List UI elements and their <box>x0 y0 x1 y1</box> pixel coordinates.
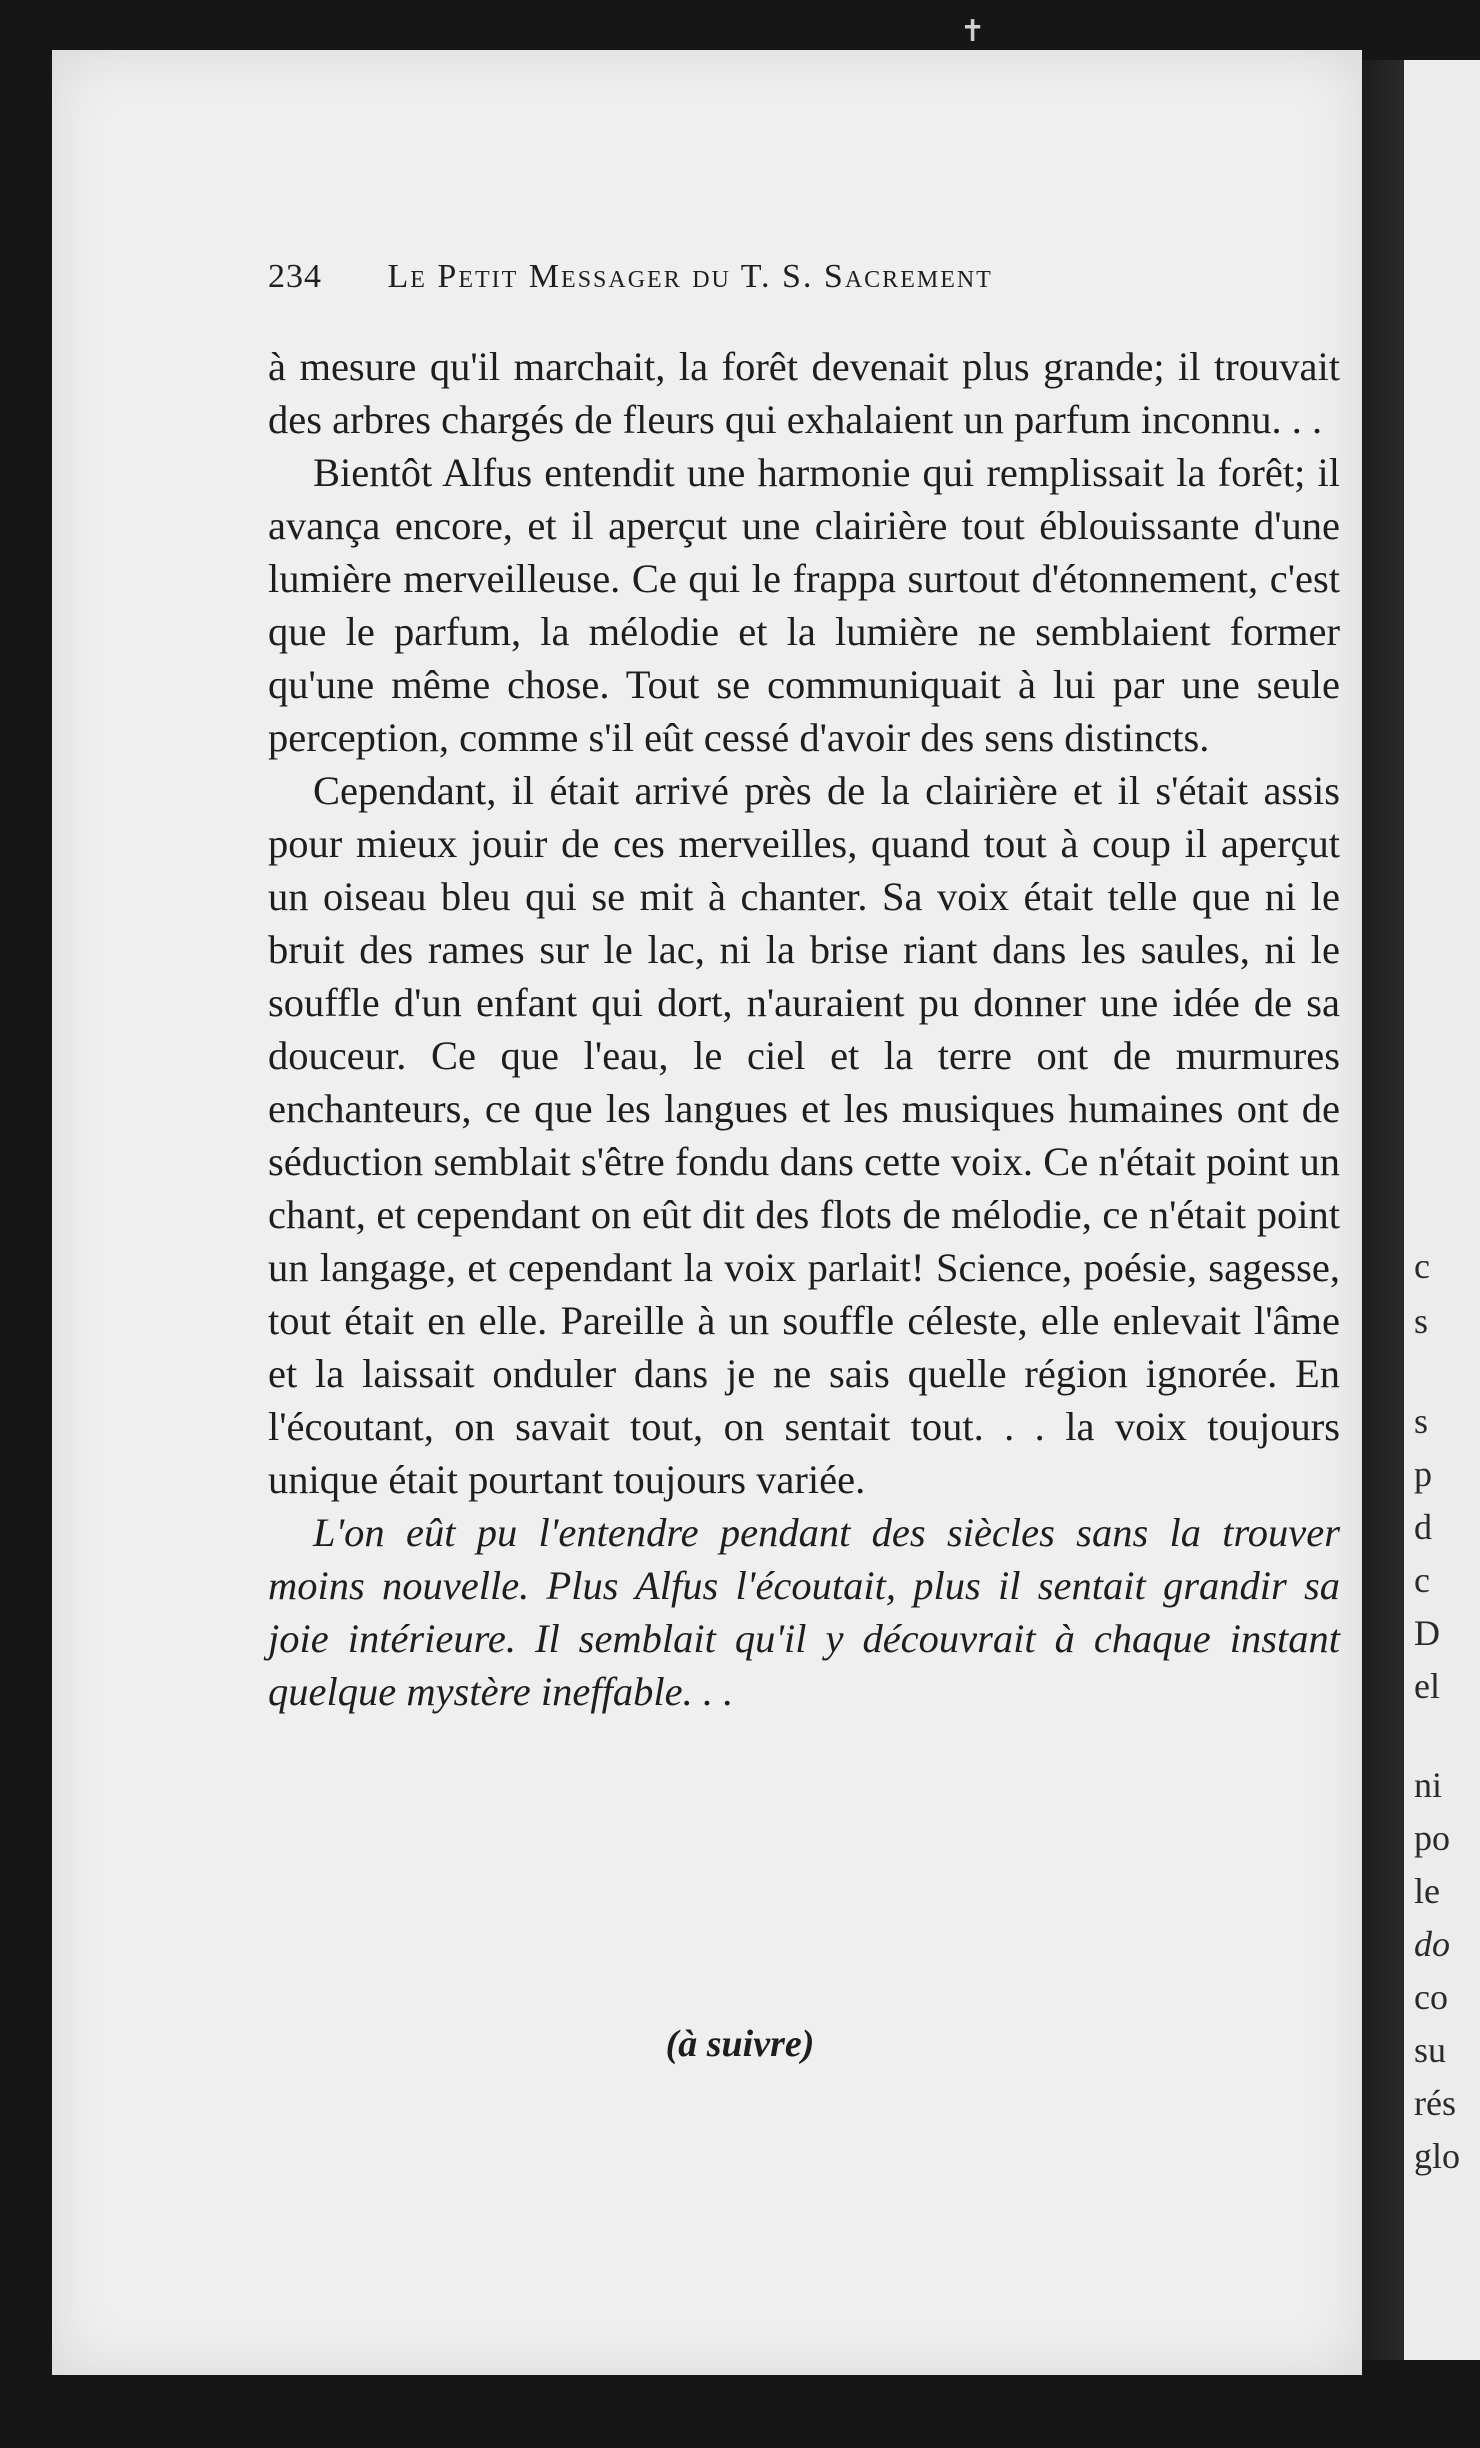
fragment-text: c <box>1414 1246 1430 1286</box>
fragment-text: p <box>1414 1454 1432 1494</box>
fragment-text: po <box>1414 1818 1450 1858</box>
continued-note: (à suivre) <box>665 2023 815 2065</box>
fragment-text: glo <box>1414 2136 1461 2176</box>
body-text <box>268 340 1340 1718</box>
paragraph: Bientôt Alfus entendit une harmonie qui remplissait la forêt; il avança encore, et il aperçut une clairière tout éblouissante d'une lumière merveilleuse. Ce qui le frappa surtout d'étonnement, c'est que le parfum, la mélodie et la lumière ne semblaient former qu'une même chose. Tout se communiquait à lui par une seule perception, comme s'il eût cessé d'avoir des sens distincts. <box>268 450 1340 760</box>
fragment-text: D <box>1414 1613 1440 1653</box>
fragment-text: d <box>1414 1507 1432 1547</box>
fragment-text: s <box>1414 1301 1429 1341</box>
fragment-text: c <box>1414 1560 1430 1600</box>
italic-paragraph: L'on eût pu l'entendre pendant des siècles sans la trouver moins nouvelle. Plus Alfus l'écoutait, plus il sentait grandir sa joie intérieure. Il semblait qu'il y découvrait à chaque instant quelque mystère ineffable. . . <box>268 1510 1340 1714</box>
fragment-text: do <box>1414 1924 1450 1964</box>
fragment-text: s <box>1414 1401 1429 1441</box>
running-head <box>268 258 1228 296</box>
fragment-text: co <box>1414 1977 1448 2017</box>
fragment-text: le <box>1414 1871 1440 1911</box>
fragment-text: el <box>1414 1666 1440 1706</box>
page-number: 234 <box>268 258 322 295</box>
paragraph: à mesure qu'il marchait, la forêt devenait plus grande; il trouvait des arbres chargés de fleurs qui exhalaient un parfum inconnu. . . <box>268 344 1340 442</box>
fragment-text: su <box>1414 2030 1447 2070</box>
scan-mark: ✝ <box>960 15 986 48</box>
fragment-text: ni <box>1414 1765 1443 1805</box>
page-gutter <box>1362 60 1404 2360</box>
adjacent-page-fragment <box>1404 60 1480 2360</box>
fragment-text: rés <box>1414 2083 1456 2123</box>
journal-title: Le Petit Messager du T. S. Sacrement <box>387 258 993 295</box>
paragraph: Cependant, il était arrivé près de la clairière et il s'était assis pour mieux jouir de ces merveilles, quand tout à coup il aperçut un oiseau bleu qui se mit à chanter. Sa voix était telle que ni le bruit des rames sur le lac, ni la brise riant dans les saules, ni le souffle d'un enfant qui dort, n'auraient pu donner une idée de sa douceur. Ce que l'eau, le ciel et la terre ont de murmures enchanteurs, ce que les langues et les musiques humaines ont de séduction semblait s'être fondu dans cette voix. Ce n'était point un chant, et cependant on eût dit des flots de mélodie, ce n'était point un langage, et cependant la voix parlait! Science, poésie, sagesse, tout était en elle. Pareille à un souffle céleste, elle enlevait l'âme et la laissait onduler dans je ne sais quelle région ignorée. En l'écoutant, on savait tout, on sentait tout. . . la voix toujours unique était pourtant toujours variée. <box>268 768 1340 1502</box>
